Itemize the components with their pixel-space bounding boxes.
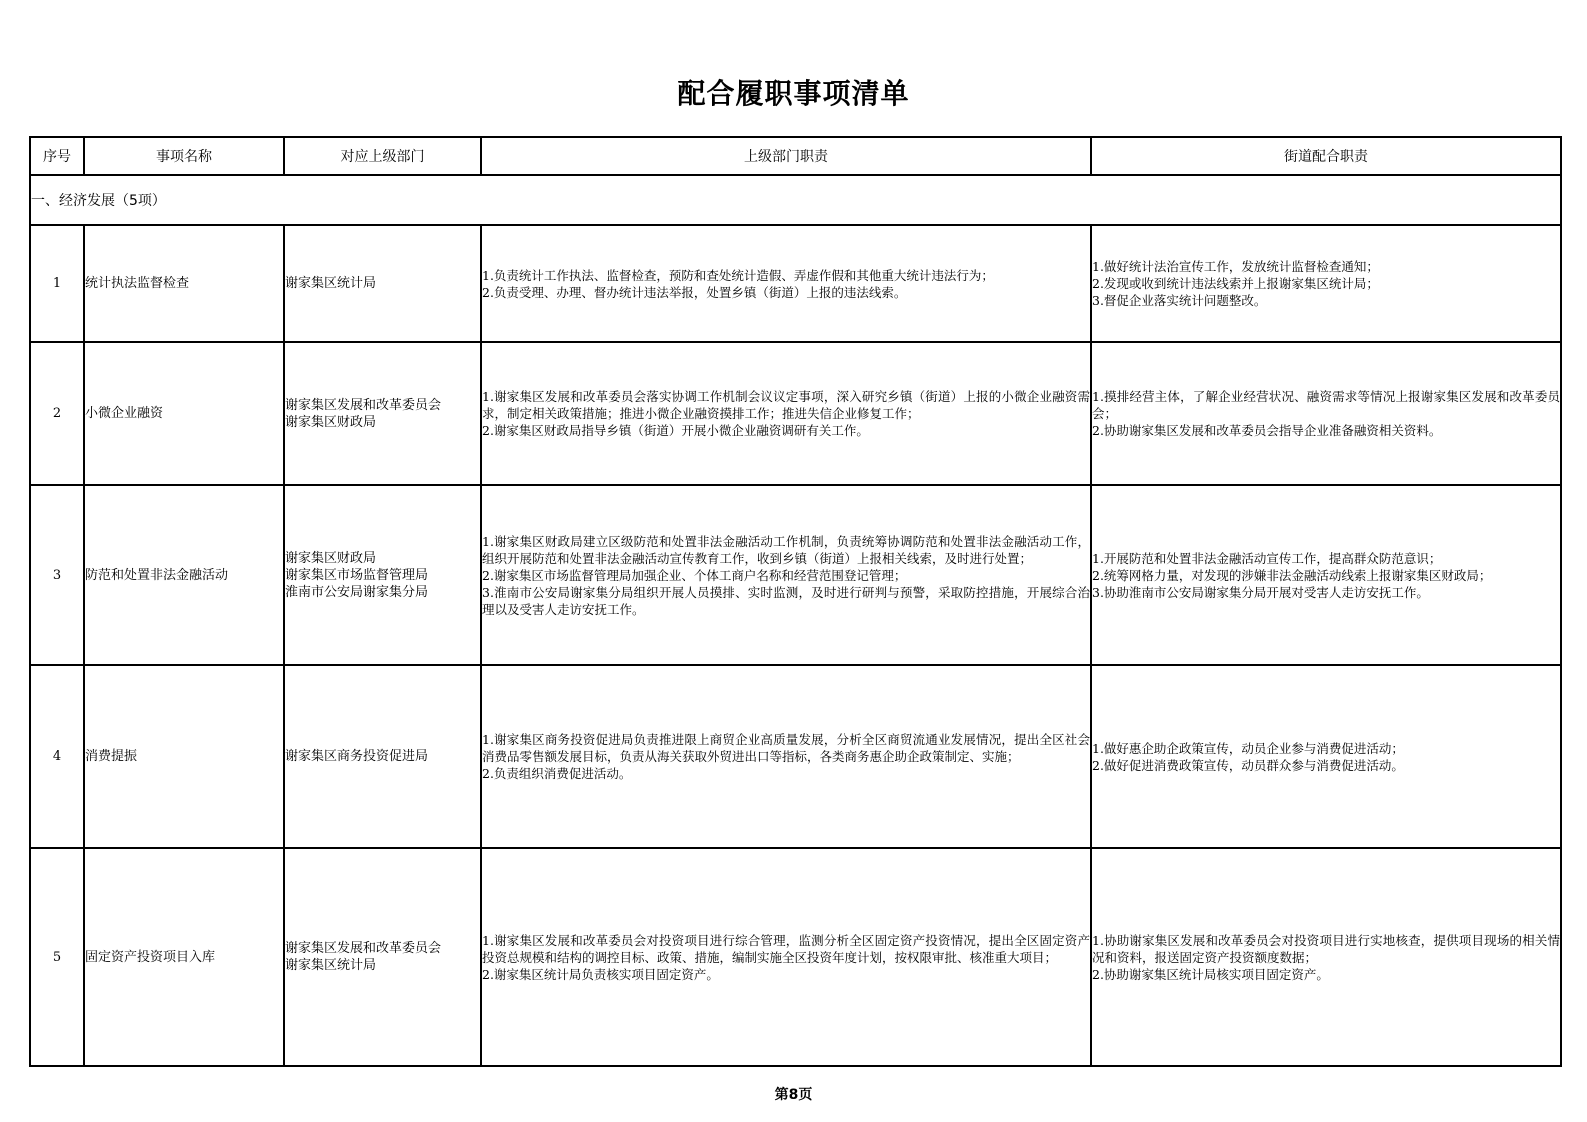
duty-line: 1.开展防范和处置非法金融活动宣传工作，提高群众防范意识；	[1092, 550, 1442, 566]
row-street-duty	[1091, 848, 1561, 1066]
row-upper-dept	[284, 848, 481, 1066]
row-upper-duty	[481, 665, 1091, 848]
row-item-name: 固定资产投资项目入库	[84, 848, 284, 1066]
duty-line: 2.谢家集区统计局负责核实项目固定资产。	[482, 966, 719, 982]
dept-line: 谢家集区发展和改革委员会	[285, 941, 442, 956]
section-title: 一、经济发展（5项）	[30, 175, 1561, 225]
row-seq: 4	[30, 665, 84, 848]
row-seq: 3	[30, 485, 84, 665]
row-upper-duty	[481, 848, 1091, 1066]
row-seq: 1	[30, 225, 84, 342]
duty-line: 1.谢家集区财政局建立区级防范和处置非法金融活动工作机制，负责统筹协调防范和处置非法金融活动工作，组织开展防范和处置非法金融活动宣传教育工作，收到乡镇（街道）上报相关线索，及时进行处置；	[482, 533, 1090, 566]
row-street-duty	[1091, 342, 1561, 485]
duty-line: 2.做好促进消费政策宣传，动员群众参与消费促进活动。	[1092, 757, 1404, 773]
row-upper-duty	[481, 225, 1091, 342]
row-upper-dept	[284, 485, 481, 665]
duty-line: 3.督促企业落实统计问题整改。	[1092, 293, 1267, 308]
duty-line: 1.谢家集区商务投资促进局负责推进限上商贸企业高质量发展，分析全区商贸流通业发展情况，提出全区社会消费品零售额发展目标，负责从海关获取外贸进出口等指标，各类商务惠企助企政策制定、实施；	[482, 732, 1090, 764]
table-row	[30, 342, 1561, 485]
header-upper-dept: 对应上级部门	[284, 137, 481, 175]
dept-line: 谢家集区统计局	[285, 276, 377, 291]
header-street-duty: 街道配合职责	[1091, 137, 1561, 175]
table-row	[30, 665, 1561, 848]
row-item-name: 统计执法监督检查	[84, 225, 284, 342]
duty-line: 2.协助谢家集区发展和改革委员会指导企业准备融资相关资料。	[1092, 423, 1442, 438]
dept-line: 谢家集区商务投资促进局	[285, 749, 429, 764]
duty-line: 2.协助谢家集区统计局核实项目固定资产。	[1092, 966, 1329, 982]
header-upper-duty: 上级部门职责	[481, 137, 1091, 175]
header-row	[30, 137, 1561, 175]
row-street-duty	[1091, 225, 1561, 342]
header-seq: 序号	[30, 137, 84, 175]
row-upper-dept	[284, 665, 481, 848]
duty-line: 1.负责统计工作执法、监督检查，预防和查处统计造假、弄虚作假和其他重大统计违法行为；	[482, 267, 994, 283]
row-seq: 5	[30, 848, 84, 1066]
duty-list-table	[29, 136, 1562, 1067]
page-number: 第8页	[774, 1087, 813, 1103]
row-upper-dept	[284, 342, 481, 485]
duty-line: 3.协助淮南市公安局谢家集分局开展对受害人走访安抚工作。	[1092, 584, 1429, 600]
table-row	[30, 225, 1561, 342]
row-upper-duty	[481, 485, 1091, 665]
duty-line: 2.负责组织消费促进活动。	[482, 766, 632, 781]
row-item-name: 小微企业融资	[84, 342, 284, 485]
duty-line: 1.谢家集区发展和改革委员会落实协调工作机制会议议定事项，深入研究乡镇（街道）上报的小微企业融资需求，制定相关政策措施；推进小微企业融资摸排工作；推进失信企业修复工作；	[482, 389, 1090, 421]
row-street-duty	[1091, 485, 1561, 665]
duty-line: 1.做好惠企助企政策宣传，动员企业参与消费促进活动；	[1092, 740, 1404, 756]
duty-line: 1.谢家集区发展和改革委员会对投资项目进行综合管理，监测分析全区固定资产投资情况，提出全区固定资产投资总规模和结构的调控目标、政策、措施，编制实施全区投资年度计划，按权限审批、核准重大项目；	[482, 932, 1090, 965]
row-seq: 2	[30, 342, 84, 485]
row-street-duty	[1091, 665, 1561, 848]
dept-line: 淮南市公安局谢家集分局	[285, 584, 429, 600]
dept-line: 谢家集区发展和改革委员会	[285, 397, 442, 413]
row-upper-duty	[481, 342, 1091, 485]
duty-line: 2.负责受理、办理、督办统计违法举报，处置乡镇（街道）上报的违法线索。	[482, 284, 907, 300]
duty-line: 2.谢家集区财政局指导乡镇（街道）开展小微企业融资调研有关工作。	[482, 423, 869, 438]
table-row	[30, 848, 1561, 1066]
dept-line: 谢家集区市场监督管理局	[285, 567, 429, 583]
dept-line: 谢家集区财政局	[285, 550, 377, 566]
section-row	[30, 175, 1561, 225]
table-row	[30, 485, 1561, 665]
duty-line: 3.淮南市公安局谢家集分局组织开展人员摸排、实时监测，及时进行研判与预警，采取防控措施，开展综合治理以及受害人走访安抚工作。	[482, 584, 1090, 617]
duty-line: 1.做好统计法治宣传工作，发放统计监督检查通知；	[1092, 259, 1379, 274]
header-item-name: 事项名称	[84, 137, 284, 175]
duty-line: 2.发现或收到统计违法线索并上报谢家集区统计局；	[1092, 276, 1379, 291]
page-title: 配合履职事项清单	[677, 77, 910, 110]
row-upper-dept	[284, 225, 481, 342]
duty-line: 2.谢家集区市场监督管理局加强企业、个体工商户名称和经营范围登记管理；	[482, 567, 907, 583]
dept-line: 谢家集区统计局	[285, 958, 377, 973]
row-item-name: 消费提振	[84, 665, 284, 848]
duty-line: 1.协助谢家集区发展和改革委员会对投资项目进行实地核查，提供项目现场的相关情况和资料，报送固定资产投资额度数据；	[1092, 932, 1560, 965]
dept-line: 谢家集区财政局	[285, 414, 377, 430]
duty-line: 2.统筹网格力量，对发现的涉嫌非法金融活动线索上报谢家集区财政局；	[1092, 567, 1492, 583]
row-item-name: 防范和处置非法金融活动	[84, 485, 284, 665]
duty-line: 1.摸排经营主体，了解企业经营状况、融资需求等情况上报谢家集区发展和改革委员会；	[1092, 389, 1560, 421]
